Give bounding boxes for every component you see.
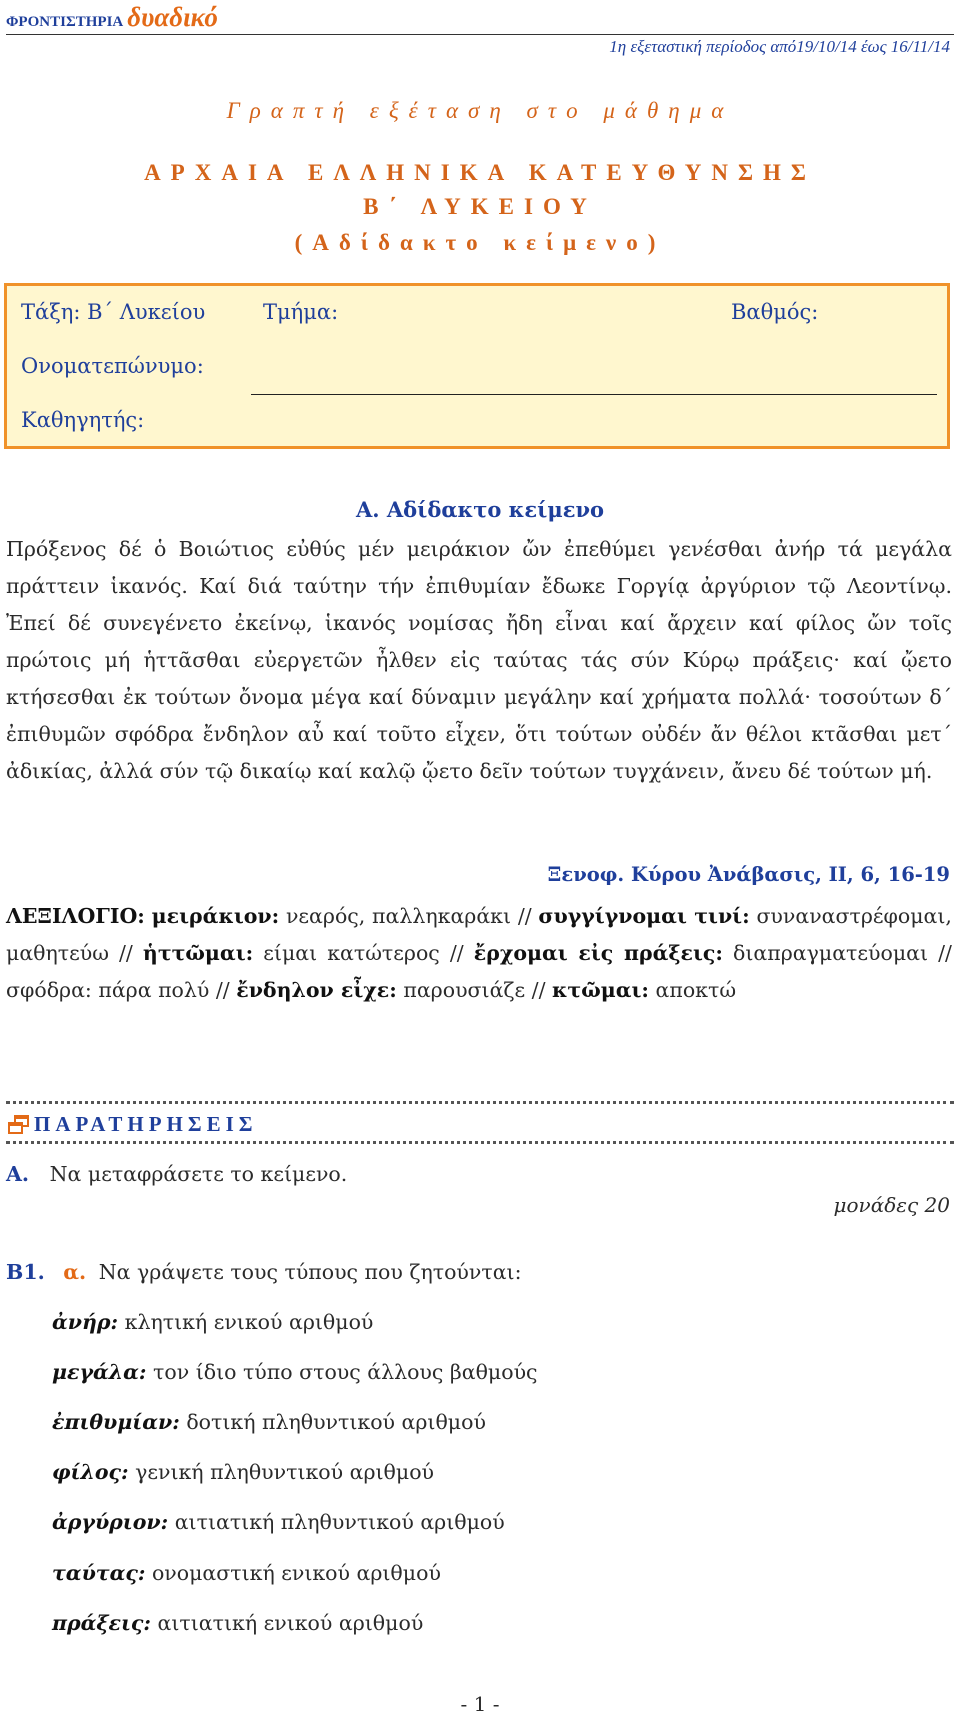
question-a-text: Να μεταφράσετε το κείμενο. xyxy=(49,1162,348,1186)
item-form: κλητική ενικού αριθμού xyxy=(124,1310,374,1334)
list-item xyxy=(52,1460,434,1484)
lexicon-separator: // xyxy=(938,941,952,965)
lexicon-term: ἡττῶμαι: xyxy=(142,941,254,965)
item-word: ἐπιθυμίαν: xyxy=(52,1410,180,1434)
lexicon-term: συγγίγνομαι τινί: xyxy=(538,904,750,928)
item-word: μεγάλα: xyxy=(52,1360,147,1384)
lexicon-separator: // xyxy=(517,904,532,928)
notes-top-divider xyxy=(6,1101,954,1104)
question-a xyxy=(6,1162,347,1186)
item-word: φίλος: xyxy=(52,1460,129,1484)
lexicon-def: συναναστρέφομαι, μαθητεύω xyxy=(6,904,952,965)
subject-title: ΑΡΧΑΙΑ ΕΛΛΗΝΙΚΑ ΚΑΤΕΥΘΥΝΣΗΣ xyxy=(144,160,816,185)
notes-bottom-divider xyxy=(6,1141,954,1144)
grade-label: Βαθμός: xyxy=(731,300,819,324)
list-item xyxy=(52,1410,486,1434)
brand-small: ΦΡΟΝΤΙΣΤΗΡΙΑ xyxy=(6,14,124,30)
question-b1 xyxy=(6,1260,521,1284)
name-line xyxy=(251,394,937,395)
lexicon-separator: // xyxy=(119,941,133,965)
item-form: γενική πληθυντικού αριθμού xyxy=(135,1460,435,1484)
question-a-number: Α. xyxy=(6,1162,30,1186)
lexicon xyxy=(6,898,952,1009)
lexicon-def: σφόδρα: πάρα πολύ xyxy=(6,978,210,1002)
list-item xyxy=(52,1360,538,1384)
item-word: ἀργύριον: xyxy=(52,1510,169,1534)
lexicon-separator: // xyxy=(449,941,464,965)
exam-title: Γραπτή εξέταση στο μάθημα xyxy=(226,98,734,123)
class-label: Τάξη: Β΄ Λυκείου xyxy=(21,300,206,324)
question-b1-sub: α. xyxy=(63,1260,87,1284)
greek-text: Πρόξενος δέ ὁ Βοιώτιος εὐθύς μέν μειράκιον ὤν ἐπεθύμει γενέσθαι ἀνήρ τά μεγάλα πράττειν ἱκανός. Καί διά ταύτην τήν ἐπιθυμίαν ἔδωκε Γοργίᾳ ἀργύριον τῷ Λεοντίνῳ. Ἐπεί δέ συνεγένετο ἐκείνῳ, ἱκανός νομίσας ἤδη εἶναι καί ἄρχειν καί φίλος ὤν τοῖς πρώτοις μή ἡττᾶσθαι εὐεργετῶν ἦλθεν εἰς ταύτας τάς σύν Κύρῳ πράξεις· καί ᾤετο κτήσεσθαι ἐκ τούτων ὄνομα μέγα καί δύναμιν μεγάλην καί χρήματα πολλά· τοσούτων δ΄ ἐπιθυμῶν σφόδρα ἔνδηλον αὖ καί τοῦτο εἶχεν, ὅτι τούτων οὐδέν ἄν θέλοι κτᾶσθαι μετ΄ ἀδικίας, ἀλλά σύν τῷ δικαίῳ καί καλῷ ᾤετο δεῖν τούτων τυγχάνειν, ἄνευ δέ τούτων μή. xyxy=(6,537,952,783)
exam-period: 1η εξεταστική περίοδος από19/10/14 έως 16/11/14 xyxy=(609,37,950,56)
text-source: Ξενοφ. Κύρου Ἀνάβασις, ΙΙ, 6, 16-19 xyxy=(547,863,950,886)
item-word: πράξεις: xyxy=(52,1611,151,1635)
notes-title: ΠΑΡΑΤΗΡΗΣΕΙΣ xyxy=(34,1112,258,1136)
text-type-title: (Αδίδακτο κείμενο) xyxy=(294,230,666,255)
section-label: Τμήμα: xyxy=(263,300,339,324)
lexicon-def: διαπραγματεύομαι xyxy=(733,941,929,965)
lexicon-term: μειράκιον: xyxy=(151,904,280,928)
student-info-box xyxy=(4,283,950,449)
lexicon-def: είμαι κατώτερος xyxy=(263,941,440,965)
teacher-label: Καθηγητής: xyxy=(21,408,145,432)
item-form: ονομαστική ενικού αριθμού xyxy=(151,1561,441,1585)
item-word: ταύτας: xyxy=(52,1561,146,1585)
list-item xyxy=(52,1561,441,1585)
item-form: δοτική πληθυντικού αριθμού xyxy=(186,1410,486,1434)
header-divider xyxy=(6,34,954,35)
grade-title: Β΄ ΛΥΚΕΙΟΥ xyxy=(363,194,597,219)
lexicon-term: κτῶμαι: xyxy=(552,978,649,1002)
brand-logo xyxy=(6,2,218,33)
item-word: ἀνήρ: xyxy=(52,1310,119,1334)
list-item xyxy=(52,1310,373,1334)
brand-big: δυαδικό xyxy=(127,2,218,32)
name-label: Ονοματεπώνυμο: xyxy=(21,354,204,378)
page-number: - 1 - xyxy=(460,1692,500,1716)
question-a-points: μονάδες 20 xyxy=(833,1193,950,1217)
lexicon-term: ἔρχομαι εἰς πράξεις: xyxy=(473,941,723,965)
lexicon-def: νεαρός, παλληκαράκι xyxy=(285,904,512,928)
item-form: τον ίδιο τύπο στους άλλους βαθμούς xyxy=(153,1360,538,1384)
list-item xyxy=(52,1510,505,1534)
question-b1-number: Β1. xyxy=(6,1260,45,1284)
window-icon xyxy=(8,1115,30,1135)
lexicon-label: ΛΕΞΙΛΟΓΙΟ: xyxy=(6,904,145,928)
lexicon-separator: // xyxy=(215,978,230,1002)
item-form: αιτιατική ενικού αριθμού xyxy=(157,1611,424,1635)
lexicon-def: αποκτώ xyxy=(655,978,737,1002)
item-form: αιτιατική πληθυντικού αριθμού xyxy=(174,1510,505,1534)
question-b1-text: Να γράψετε τους τύπους που ζητούνται: xyxy=(98,1260,522,1284)
lexicon-term: ἔνδηλον εἶχε: xyxy=(236,978,397,1002)
lexicon-separator: // xyxy=(531,978,546,1002)
list-item xyxy=(52,1611,423,1635)
unseen-text-title: Α. Αδίδακτο κείμενο xyxy=(355,497,605,522)
lexicon-def: παρουσιάζε xyxy=(403,978,526,1002)
